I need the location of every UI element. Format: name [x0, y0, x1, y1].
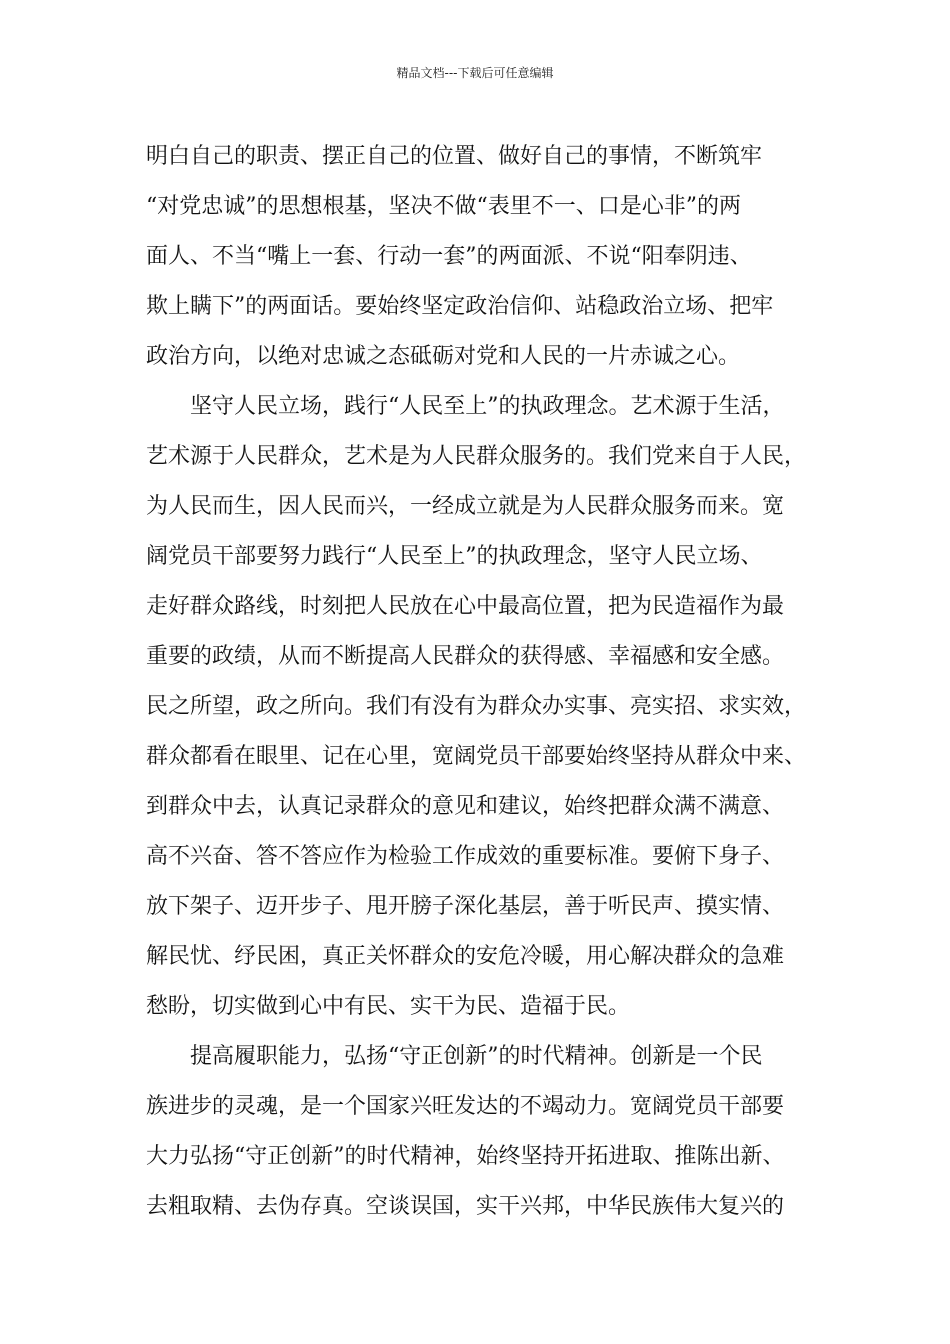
- text-line: 大力弘扬“守正创新”的时代精神，始终坚持开拓进取、推陈出新、: [146, 1144, 785, 1169]
- body-text: [146, 132, 836, 1232]
- text-line: 群众都看在眼里、记在心里，宽阔党员干部要始终坚持从群众中来、: [146, 744, 807, 769]
- text-line: 去粗取精、去伪存真。空谈误国，实干兴邦，中华民族伟大复兴的: [146, 1194, 785, 1219]
- text-line: 政治方向，以绝对忠诚之态砥砺对党和人民的一片赤诚之心。: [146, 344, 741, 369]
- text-line: 放下架子、迈开步子、甩开膀子深化基层，善于听民声、摸实情、: [146, 894, 785, 919]
- text-line: 族进步的灵魂，是一个国家兴旺发达的不竭动力。宽阔党员干部要: [146, 1094, 785, 1119]
- text-line: 艺术源于人民群众，艺术是为人民群众服务的。我们党来自于人民，: [146, 444, 807, 469]
- text-line: 重要的政绩，从而不断提高人民群众的获得感、幸福感和安全感。: [146, 644, 785, 669]
- text-line: “对党忠诚”的思想根基，坚决不做“表里不一、口是心非”的两: [146, 194, 741, 219]
- paragraph-first-line: 坚守人民立场，践行“人民至上”的执政理念。艺术源于生活，: [190, 394, 785, 419]
- text-line: 为人民而生，因人民而兴，一经成立就是为人民群众服务而来。宽: [146, 494, 785, 519]
- paragraph-first-line: 提高履职能力，弘扬“守正创新”的时代精神。创新是一个民: [190, 1044, 763, 1069]
- page-header: 精品文档---下载后可任意编辑: [396, 66, 554, 80]
- text-line: 面人、不当“嘴上一套、行动一套”的两面派、不说“阳奉阴违、: [146, 244, 752, 269]
- text-line: 阔党员干部要努力践行“人民至上”的执政理念，坚守人民立场、: [146, 544, 763, 569]
- text-line: 愁盼，切实做到心中有民、实干为民、造福于民。: [146, 994, 631, 1019]
- text-line: 到群众中去，认真记录群众的意见和建议，始终把群众满不满意、: [146, 794, 785, 819]
- text-line: 民之所望，政之所向。我们有没有为群众办实事、亮实招、求实效，: [146, 694, 807, 719]
- text-line: 解民忧、纾民困，真正关怀群众的安危冷暖，用心解决群众的急难: [146, 944, 785, 969]
- text-line: 走好群众路线，时刻把人民放在心中最高位置，把为民造福作为最: [146, 594, 785, 619]
- text-line: 明白自己的职责、摆正自己的位置、做好自己的事情，不断筑牢: [146, 144, 763, 169]
- text-line: 欺上瞒下”的两面话。要始终坚定政治信仰、站稳政治立场、把牢: [146, 294, 774, 319]
- text-line: 高不兴奋、答不答应作为检验工作成效的重要标准。要俯下身子、: [146, 844, 785, 869]
